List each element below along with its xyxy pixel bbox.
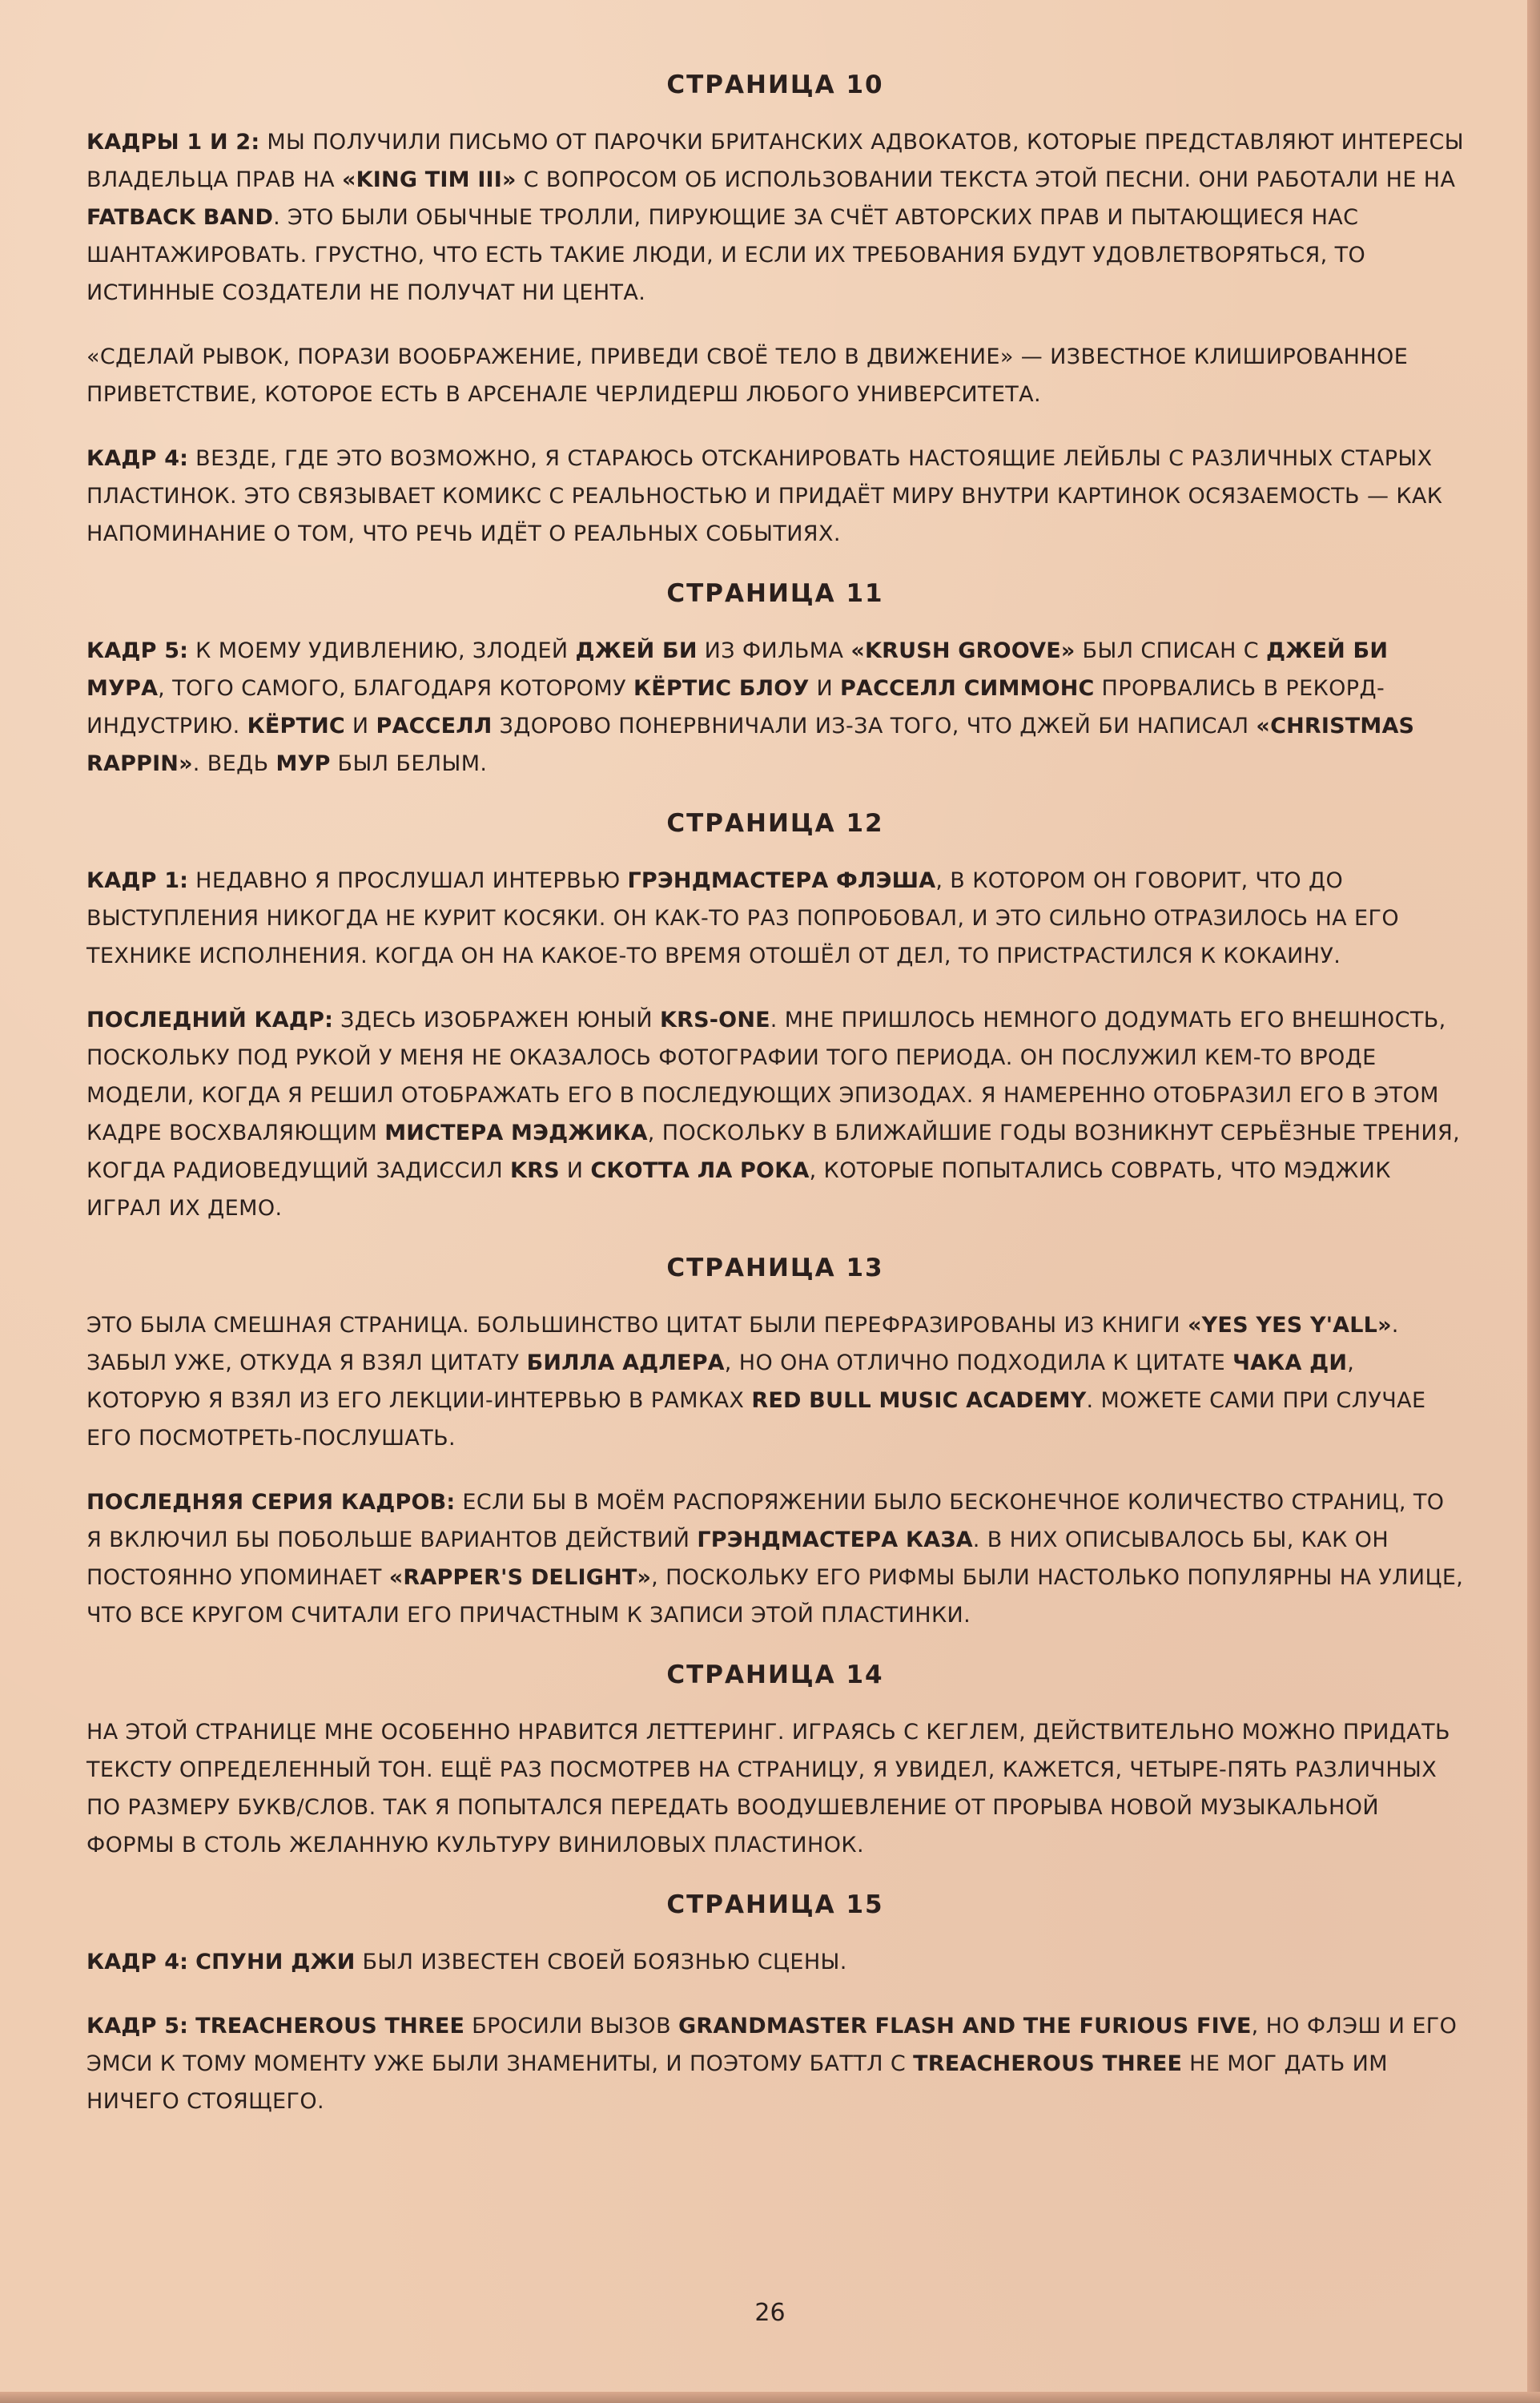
paragraph-text: ЗДЕСЬ ИЗОБРАЖЕН ЮНЫЙ bbox=[333, 1008, 660, 1032]
paragraph-text: , В КОТОРОМ ОН ГОВОРИТ, ЧТО ДО ВЫСТУПЛЕНИЯ НИКОГДА НЕ КУРИТ КОСЯКИ. ОН КАК-ТО РАЗ ПОПРОБОВАЛ, И ЭТО СИЛЬНО ОТРАЗИЛОСЬ НА ЕГО ТЕХНИКЕ ИСПОЛНЕНИЯ. КОГДА ОН НА КАКОЕ-ТО ВРЕМЯ ОТОШЁЛ ОТ ДЕЛ, ТО ПРИСТРАСТИЛСЯ К КОКАИНУ. bbox=[86, 868, 1399, 968]
commentary-paragraph bbox=[86, 1001, 1464, 1227]
emphasized-text: RED BULL MUSIC ACADEMY bbox=[751, 1388, 1087, 1413]
section-heading: СТРАНИЦА 15 bbox=[666, 1890, 884, 1919]
paragraph-text: , НО ФЛЭШ И ЕГО ЭМСИ К ТОМУ МОМЕНТУ УЖЕ БЫЛИ ЗНАМЕНИТЫ, И ПОЭТОМУ БАТТЛ С bbox=[86, 2014, 1458, 2076]
emphasized-text: KRS-ONE bbox=[660, 1008, 770, 1032]
paragraph-text: И bbox=[344, 714, 376, 739]
paragraph-text: БЫЛ БЕЛЫМ. bbox=[330, 751, 488, 776]
emphasized-text: TREACHEROUS THREE bbox=[195, 2014, 465, 2039]
emphasized-text: КАДР 5: bbox=[86, 638, 189, 663]
commentary-paragraph bbox=[86, 1306, 1464, 1457]
paragraph-text: БЫЛ СПИСАН С bbox=[1075, 638, 1266, 663]
commentary-paragraph bbox=[86, 1943, 1464, 1981]
paragraph-text: . МНЕ ПРИШЛОСЬ НЕМНОГО ДОДУМАТЬ ЕГО ВНЕШНОСТЬ, ПОСКОЛЬКУ ПОД РУКОЙ У МЕНЯ НЕ ОКАЗАЛОСЬ ФОТОГРАФИИ ТОГО ПЕРИОДА. ОН ПОСЛУЖИЛ КЕМ-ТО ВРОДЕ МОДЕЛИ, КОГДА Я РЕШИЛ ОТОБРАЖАТЬ ЕГО В ПОСЛЕДУЮЩИХ ЭПИЗОДАХ. Я НАМЕРЕННО ОТОБРАЗИЛ ЕГО В ЭТОМ КАДРЕ ВОСХВАЛЯЮЩИМ bbox=[86, 1008, 1446, 1145]
commentary-paragraph bbox=[86, 632, 1464, 783]
notes-section bbox=[86, 1890, 1464, 2120]
emphasized-text: ДЖЕЙ БИ МУРА bbox=[86, 638, 1389, 701]
emphasized-text: FATBACK BAND bbox=[86, 205, 274, 230]
paragraph-text bbox=[188, 1950, 195, 1974]
notes-section bbox=[86, 809, 1464, 1227]
paper-edge-bottom bbox=[0, 2392, 1540, 2403]
paragraph-text: ЗДОРОВО ПОНЕРВНИЧАЛИ ИЗ-ЗА ТОГО, ЧТО ДЖЕЙ БИ НАПИСАЛ bbox=[492, 714, 1257, 739]
paragraph-text: «СДЕЛАЙ РЫВОК, ПОРАЗИ ВООБРАЖЕНИЕ, ПРИВЕДИ СВОЁ ТЕЛО В ДВИЖЕНИЕ» — ИЗВЕСТНОЕ КЛИШИРОВАННОЕ ПРИВЕТСТВИЕ, КОТОРОЕ ЕСТЬ В АРСЕНАЛЕ ЧЕРЛИДЕРШ ЛЮБОГО УНИВЕРСИТЕТА. bbox=[86, 344, 1409, 407]
paragraph-text: БРОСИЛИ ВЫЗОВ bbox=[464, 2014, 678, 2039]
paragraph-text: , НО ОНА ОТЛИЧНО ПОДХОДИЛА К ЦИТАТЕ bbox=[724, 1350, 1233, 1375]
paragraph-text: . ВЕДЬ bbox=[192, 751, 276, 776]
paragraph-text: , ПОСКОЛЬКУ В БЛИЖАЙШИЕ ГОДЫ ВОЗНИКНУТ СЕРЬЁЗНЫЕ ТРЕНИЯ, КОГДА РАДИОВЕДУЩИЙ ЗАДИССИЛ bbox=[86, 1121, 1461, 1183]
emphasized-text: ЧАКА ДИ bbox=[1232, 1350, 1348, 1375]
paper-edge-right bbox=[1527, 0, 1540, 2403]
paragraph-text: И bbox=[559, 1158, 591, 1183]
emphasized-text: ГРЭНДМАСТЕРА ФЛЭША bbox=[627, 868, 936, 893]
section-heading: СТРАНИЦА 12 bbox=[666, 809, 884, 838]
emphasized-text: KRS bbox=[510, 1158, 560, 1183]
paragraph-text: И bbox=[809, 676, 841, 701]
emphasized-text: КЁРТИС БЛОУ bbox=[633, 676, 810, 701]
emphasized-text: БИЛЛА АДЛЕРА bbox=[526, 1350, 725, 1375]
emphasized-text: РАССЕЛЛ bbox=[376, 714, 493, 739]
emphasized-text: «CHRISTMAS RAPPIN» bbox=[86, 714, 1415, 776]
section-heading: СТРАНИЦА 11 bbox=[666, 579, 884, 608]
paragraph-text: ВЕЗДЕ, ГДЕ ЭТО ВОЗМОЖНО, Я СТАРАЮСЬ ОТСКАНИРОВАТЬ НАСТОЯЩИЕ ЛЕЙБЛЫ С РАЗЛИЧНЫХ СТАРЫХ ПЛАСТИНОК. ЭТО СВЯЗЫВАЕТ КОМИКС С РЕАЛЬНОСТЬЮ И ПРИДАЁТ МИРУ ВНУТРИ КАРТИНОК ОСЯЗАЕМОСТЬ — КАК НАПОМИНАНИЕ О ТОМ, ЧТО РЕЧЬ ИДЁТ О РЕАЛЬНЫХ СОБЫТИЯХ. bbox=[86, 446, 1443, 546]
emphasized-text: «YES YES Y'ALL» bbox=[1188, 1313, 1392, 1338]
paragraph-text: МЫ ПОЛУЧИЛИ ПИСЬМО ОТ ПАРОЧКИ БРИТАНСКИХ АДВОКАТОВ, КОТОРЫЕ ПРЕДСТАВЛЯЮТ ИНТЕРЕСЫ ВЛАДЕЛЬЦА ПРАВ НА bbox=[86, 130, 1464, 192]
commentary-paragraph bbox=[86, 440, 1464, 553]
page-number: 26 bbox=[754, 2299, 786, 2327]
emphasized-text: «KRUSH GROOVE» bbox=[850, 638, 1076, 663]
paragraph-text: ЭТО БЫЛА СМЕШНАЯ СТРАНИЦА. БОЛЬШИНСТВО ЦИТАТ БЫЛИ ПЕРЕФРАЗИРОВАНЫ ИЗ КНИГИ bbox=[86, 1313, 1188, 1338]
commentary-paragraph bbox=[86, 862, 1464, 975]
emphasized-text: СКОТТА ЛА РОКА bbox=[590, 1158, 810, 1183]
paragraph-text: , КОТОРУЮ Я ВЗЯЛ ИЗ ЕГО ЛЕКЦИИ-ИНТЕРВЬЮ В РАМКАХ bbox=[86, 1350, 1355, 1413]
paragraph-text: ПРОРВАЛИСЬ В РЕКОРД-ИНДУСТРИЮ. bbox=[86, 676, 1385, 739]
paragraph-text: НА ЭТОЙ СТРАНИЦЕ МНЕ ОСОБЕННО НРАВИТСЯ ЛЕТТЕРИНГ. ИГРАЯСЬ С КЕГЛЕМ, ДЕЙСТВИТЕЛЬНО МОЖНО ПРИДАТЬ ТЕКСТУ ОПРЕДЕЛЕННЫЙ ТОН. ЕЩЁ РАЗ ПОСМОТРЕВ НА СТРАНИЦУ, Я УВИДЕЛ, КАЖЕТСЯ, ЧЕТЫРЕ-ПЯТЬ РАЗЛИЧНЫХ ПО РАЗМЕРУ БУКВ/СЛОВ. ТАК Я ПОПЫТАЛСЯ ПЕРЕДАТЬ ВООДУШЕВЛЕНИЕ ОТ ПРОРЫВА НОВОЙ МУЗЫКАЛЬНОЙ ФОРМЫ В СТОЛЬ ЖЕЛАННУЮ КУЛЬТУРУ ВИНИЛОВЫХ ПЛАСТИНОК. bbox=[86, 1720, 1450, 1858]
emphasized-text: ГРЭНДМАСТЕРА КАЗА bbox=[697, 1528, 973, 1552]
section-heading: СТРАНИЦА 13 bbox=[666, 1254, 884, 1282]
paragraph-text bbox=[188, 2014, 195, 2039]
emphasized-text: СПУНИ ДЖИ bbox=[195, 1950, 356, 1974]
emphasized-text: КАДР 1: bbox=[86, 868, 189, 893]
emphasized-text: ДЖЕЙ БИ bbox=[575, 638, 698, 663]
paragraph-text: НЕ МОГ ДАТЬ ИМ НИЧЕГО СТОЯЩЕГО. bbox=[86, 2051, 1388, 2114]
paragraph-text: ИЗ ФИЛЬМА bbox=[697, 638, 851, 663]
paragraph-text: ЕСЛИ БЫ В МОЁМ РАСПОРЯЖЕНИИ БЫЛО БЕСКОНЕЧНОЕ КОЛИЧЕСТВО СТРАНИЦ, ТО Я ВКЛЮЧИЛ БЫ ПОБОЛЬШЕ ВАРИАНТОВ ДЕЙСТВИЙ bbox=[86, 1490, 1445, 1552]
emphasized-text: GRANDMASTER FLASH AND THE FURIOUS FIVE bbox=[678, 2014, 1252, 2039]
emphasized-text: КАДР 4: bbox=[86, 1950, 189, 1974]
emphasized-text: РАССЕЛЛ СИММОНС bbox=[840, 676, 1095, 701]
emphasized-text: КАДР 4: bbox=[86, 446, 189, 471]
emphasized-text: КАДРЫ 1 И 2: bbox=[86, 130, 260, 155]
paragraph-text: . В НИХ ОПИСЫВАЛОСЬ БЫ, КАК ОН ПОСТОЯННО УПОМИНАЕТ bbox=[86, 1528, 1389, 1590]
emphasized-text: МУР bbox=[275, 751, 331, 776]
commentary-paragraph bbox=[86, 2007, 1464, 2120]
emphasized-text: КАДР 5: bbox=[86, 2014, 189, 2039]
paragraph-text: С ВОПРОСОМ ОБ ИСПОЛЬЗОВАНИИ ТЕКСТА ЭТОЙ ПЕСНИ. ОНИ РАБОТАЛИ НЕ НА bbox=[516, 167, 1456, 192]
sections-container bbox=[86, 70, 1464, 2120]
notes-section bbox=[86, 1254, 1464, 1634]
section-heading: СТРАНИЦА 14 bbox=[666, 1660, 884, 1689]
commentary-paragraph bbox=[86, 1483, 1464, 1634]
emphasized-text: TREACHEROUS THREE bbox=[913, 2051, 1183, 2076]
paragraph-text: , КОТОРЫЕ ПОПЫТАЛИСЬ СОВРАТЬ, ЧТО МЭДЖИК ИГРАЛ ИХ ДЕМО. bbox=[86, 1158, 1391, 1221]
emphasized-text: «RAPPER'S DELIGHT» bbox=[388, 1565, 652, 1590]
paragraph-text: , ПОСКОЛЬКУ ЕГО РИФМЫ БЫЛИ НАСТОЛЬКО ПОПУЛЯРНЫ НА УЛИЦЕ, ЧТО ВСЕ КРУГОМ СЧИТАЛИ ЕГО ПРИЧАСТНЫМ К ЗАПИСИ ЭТОЙ ПЛАСТИНКИ. bbox=[86, 1565, 1464, 1628]
paragraph-text: . ЭТО БЫЛИ ОБЫЧНЫЕ ТРОЛЛИ, ПИРУЮЩИЕ ЗА СЧЁТ АВТОРСКИХ ПРАВ И ПЫТАЮЩИЕСЯ НАС ШАНТАЖИРОВАТЬ. ГРУСТНО, ЧТО ЕСТЬ ТАКИЕ ЛЮДИ, И ЕСЛИ ИХ ТРЕБОВАНИЯ БУДУТ УДОВЛЕТВОРЯТЬСЯ, ТО ИСТИННЫЕ СОЗДАТЕЛИ НЕ ПОЛУЧАТ НИ ЦЕНТА. bbox=[86, 205, 1366, 305]
notes-section bbox=[86, 1660, 1464, 1864]
paragraph-text: НЕДАВНО Я ПРОСЛУШАЛ ИНТЕРВЬЮ bbox=[188, 868, 628, 893]
paragraph-text: БЫЛ ИЗВЕСТЕН СВОЕЙ БОЯЗНЬЮ СЦЕНЫ. bbox=[355, 1950, 847, 1974]
commentary-paragraph bbox=[86, 123, 1464, 312]
emphasized-text: ПОСЛЕДНИЙ КАДР: bbox=[86, 1008, 334, 1032]
notes-section bbox=[86, 579, 1464, 783]
paragraph-text: К МОЕМУ УДИВЛЕНИЮ, ЗЛОДЕЙ bbox=[188, 638, 576, 663]
emphasized-text: ПОСЛЕДНЯЯ СЕРИЯ КАДРОВ: bbox=[86, 1490, 456, 1515]
emphasized-text: «KING TIM III» bbox=[342, 167, 517, 192]
paragraph-text: . ЗАБЫЛ УЖЕ, ОТКУДА Я ВЗЯЛ ЦИТАТУ bbox=[86, 1313, 1399, 1375]
paragraph-text: , ТОГО САМОГО, БЛАГОДАРЯ КОТОРОМУ bbox=[158, 676, 633, 701]
commentary-paragraph bbox=[86, 1713, 1464, 1864]
page-content bbox=[86, 64, 1464, 2147]
paragraph-text: . МОЖЕТЕ САМИ ПРИ СЛУЧАЕ ЕГО ПОСМОТРЕТЬ-ПОСЛУШАТЬ. bbox=[86, 1388, 1426, 1451]
emphasized-text: КЁРТИС bbox=[247, 714, 345, 739]
emphasized-text: МИСТЕРА МЭДЖИКА bbox=[384, 1121, 648, 1145]
commentary-paragraph bbox=[86, 338, 1464, 413]
section-heading: СТРАНИЦА 10 bbox=[666, 70, 884, 99]
notes-section bbox=[86, 70, 1464, 553]
